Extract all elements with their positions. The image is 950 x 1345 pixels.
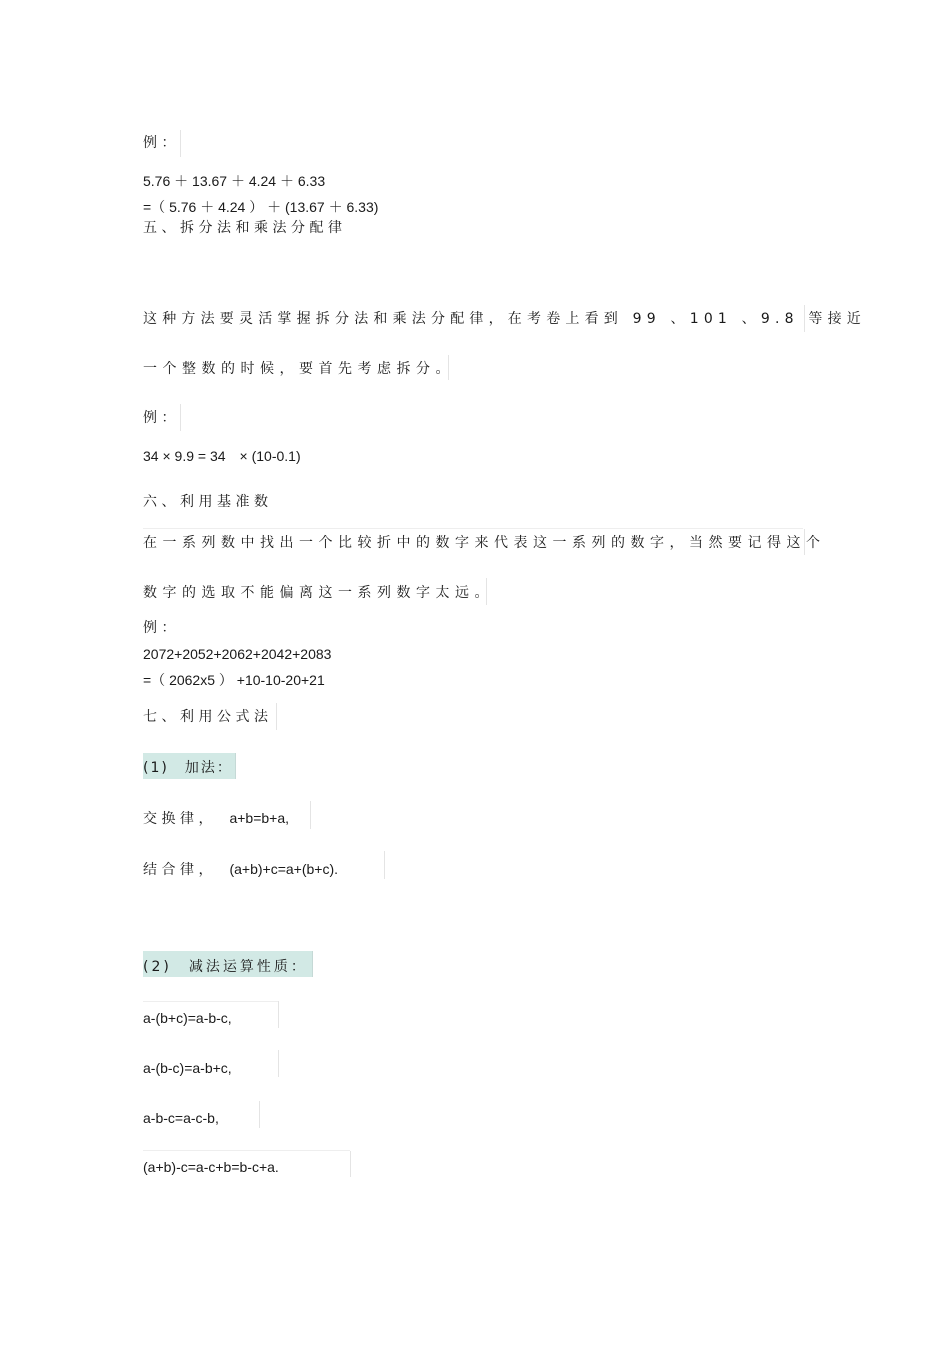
rule-label: 交换律，: [143, 811, 217, 827]
divider: [143, 528, 803, 529]
section-title: 六、利用基准数: [143, 494, 273, 510]
divider: [259, 1101, 260, 1128]
divider: [310, 801, 311, 829]
rule-formula: (a+b)-c=a-c+b=b-c+a.: [143, 1159, 279, 1175]
example-label: 例：: [143, 135, 180, 151]
divider: [143, 1001, 278, 1002]
rule-line: [143, 808, 289, 829]
body-line: 数字的选取不能偏离这一系列数字太远。: [143, 585, 494, 601]
divider: [180, 130, 181, 157]
divider: [143, 1150, 350, 1151]
example-line: 2072+2052+2062+2042+2083: [143, 646, 332, 662]
body-line: 在一系列数中找出一个比较折中的数字来代表这一系列的数字，当然要记得这个: [143, 535, 826, 551]
body-line: 这种方法要灵活掌握拆分法和乘法分配律，在考卷上看到 99 、101 、9.8 等接近: [143, 311, 866, 327]
section-title: 七、利用公式法: [143, 709, 273, 725]
body-line: 一个整数的时候，要首先考虑拆分。: [143, 361, 455, 377]
rule-formula: a-(b+c)=a-b-c,: [143, 1010, 232, 1026]
rule-label: 结合律，: [143, 862, 217, 878]
example-line: =（ 2062x5 ） +10-10-20+21: [143, 672, 325, 688]
divider: [180, 404, 181, 431]
divider: [276, 703, 277, 730]
example-line: =（ 5.76 ＋ 4.24 ） ＋ (13.67 ＋ 6.33): [143, 199, 379, 215]
divider: [278, 1001, 279, 1028]
example-line: 5.76 ＋ 13.67 ＋ 4.24 ＋ 6.33: [143, 173, 326, 189]
rule-formula: a-(b-c)=a-b+c,: [143, 1060, 232, 1076]
section-title: 五、拆分法和乘法分配律: [143, 220, 347, 236]
rule-formula: (a+b)+c=a+(b+c).: [229, 861, 339, 877]
rule-formula: a-b-c=a-c-b,: [143, 1110, 219, 1126]
divider: [278, 1050, 279, 1077]
example-label: 例：: [143, 620, 180, 636]
example-line: 34 × 9.9 = 34 × (10-0.1): [143, 448, 301, 464]
rule-line: [143, 859, 338, 880]
divider: [384, 851, 385, 879]
rule-formula: a+b=b+a,: [229, 810, 290, 826]
divider: [350, 1151, 351, 1177]
subsection-heading: (1) 加法：: [143, 760, 233, 776]
example-label: 例：: [143, 410, 180, 426]
subsection-heading: (2) 减法运算性质：: [143, 959, 308, 975]
